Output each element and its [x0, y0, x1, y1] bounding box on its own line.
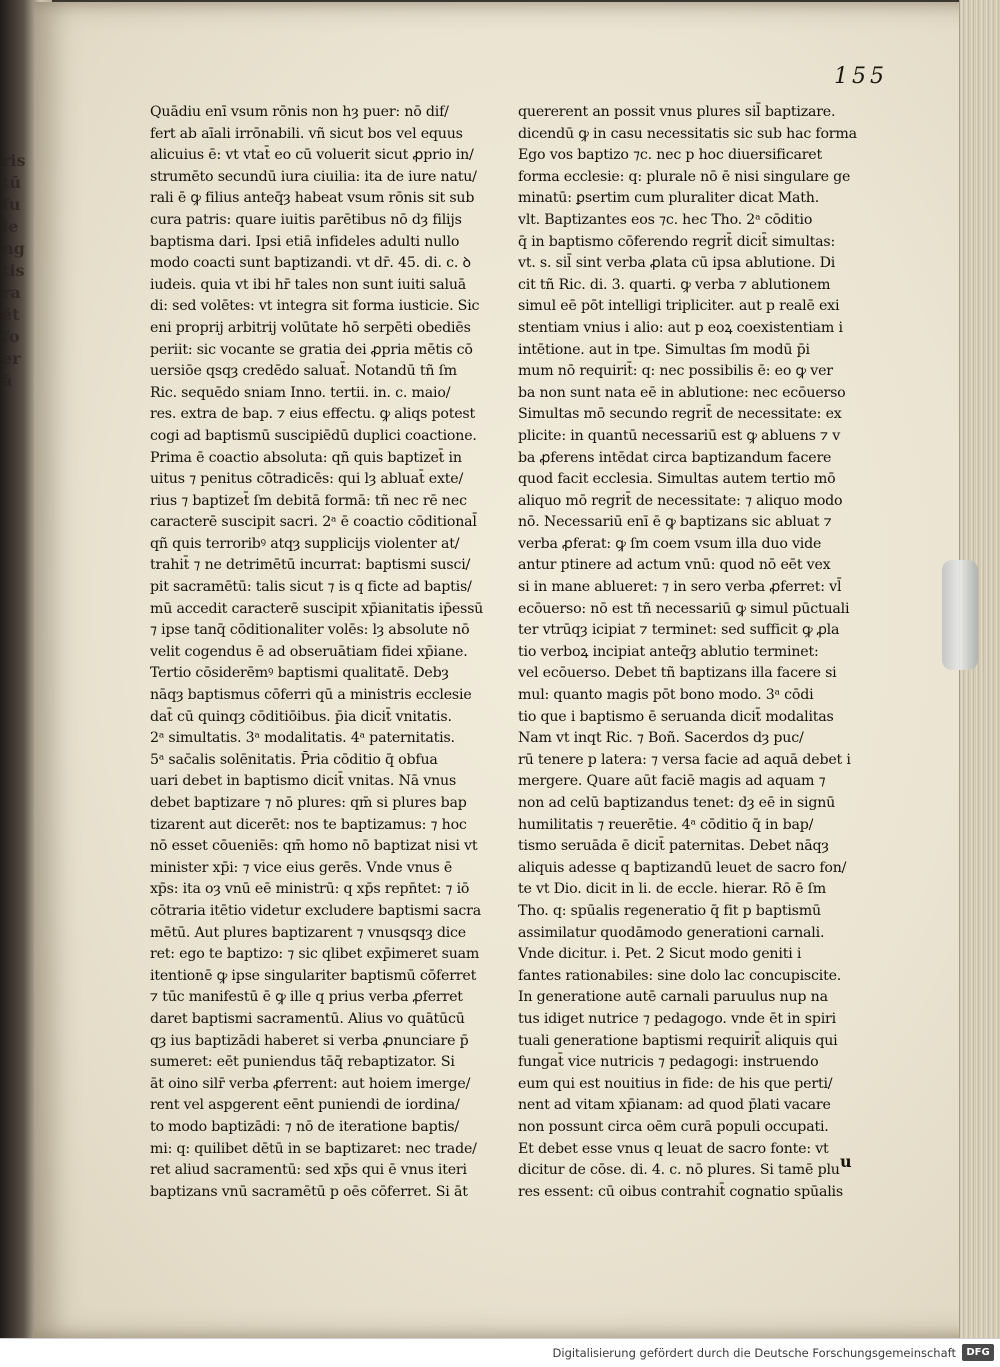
facing-page-fragment: ā [2, 371, 13, 390]
text-line-left: uersiōe qsqȝ credēdo saluat̄. Notandū tñ ſm [150, 363, 457, 380]
facing-page-fragment: er [2, 349, 21, 368]
text-line-left: rent vel aspgerent eēnt puniendi de iordina/ [150, 1097, 460, 1114]
text-line-right: non possunt circa oēm curā populi occupati. [518, 1118, 829, 1135]
text-line-left: baptisma dari. Ipsi etiā infideles adulti nullo [150, 233, 460, 250]
text-line-left: res. extra de bap. ⁊ eius effectu. ꝙ aliqs potest [150, 406, 476, 423]
text-line-left: velit cogendus ē ad obseruātiam fidei xp̄iane. [150, 643, 468, 660]
text-line-right: mergere. Quare aūt faciē magis ad aquam ⁊ [518, 773, 826, 790]
text-line-right: ecōuerso: nō est tñ necessariū ꝙ simul pūctuali [518, 600, 850, 617]
text-line-left: periit: sic vocante se gratia dei ꝓpria mētis cō [150, 341, 473, 358]
text-line-left: alicuius ē: vt vtat̄ eo cū voluerit sicut ꝓprio in/ [150, 147, 474, 164]
text-line-left: to modo baptizādi: ⁊ nō de iteratione baptis/ [150, 1118, 459, 1135]
text-line-right: q̄ in baptismo cōferendo regrit̄ dicit̄ simultas: [518, 233, 836, 250]
facing-page-fragment: fo [2, 327, 20, 346]
text-line-right: In generatione autē carnali paruulus nup na [518, 989, 828, 1006]
text-line-right: Simultas mō secundo regrit̄ de necessitate: ex [518, 406, 842, 423]
text-line-left: dat̄ cū quinqȝ cōditiōibus. p̄ia dicit̄ vnitatis. [150, 708, 452, 725]
text-line-left: iudeis. quia vt ibi hr̄ tales non sunt iuiti saluā [150, 276, 467, 293]
text-line-right: res essent: cū oibus contrahit̄ cognatio spūalis [518, 1183, 843, 1200]
text-line-right: quererent an possit vnus plures sil̄ baptizare. [518, 104, 836, 120]
text-column-right [518, 102, 890, 1203]
text-line-left: eni proprij arbitrij volūtate hō serpēti obediēs [150, 319, 471, 336]
text-line-left: cura patris: quare iuitis parētibus nō dȝ filijs [150, 211, 462, 228]
text-line-right: fantes rationabiles: sine dolo lac concupiscite. [518, 967, 842, 984]
text-line-right: tus idiget nutrice ⁊ pedagogo. vnde ēt in spiri [518, 1010, 836, 1027]
text-line-left: Prima ē coactio absoluta: qñ quis baptizet̄ in [150, 449, 462, 466]
facing-page-fragment: tū [2, 173, 22, 192]
book-page [34, 2, 984, 1338]
text-line-right: nent ad vitam xp̄ianam: ad quod p̄lati vacare [518, 1097, 831, 1114]
text-line-left: uari debet in baptismo dicit̄ vnitas. Nā vnus [150, 773, 457, 790]
text-line-left: strumēto secundū iura ciuilia: ita de iure natu/ [150, 168, 477, 185]
text-line-left: 5ᵃ sac̄alis solēnitatis. P̄ria cōditio q̄ obfua [150, 751, 438, 768]
text-line-right: tio verboꝝ incipiat anteq̄ȝ ablutio terminet: [518, 643, 819, 660]
text-line-right: Nam vt inqt Ric. ⁊ Boñ. Sacerdos dȝ puc/ [518, 730, 804, 747]
text-line-left: mi: q: quilibet dētū in se baptizaret: nec trade/ [150, 1140, 477, 1157]
facing-page-fragments [2, 150, 30, 392]
text-line-left: rali ē ꝙ filius anteq̄ȝ habeat vsum rōnis sit sub [150, 190, 475, 207]
text-line-right: Et debet esse vnus q leuat de sacro fonte: vt [518, 1140, 829, 1157]
text-line-left: sumeret: eēt puniendus tāq̄ rebaptizator. Si [150, 1054, 455, 1071]
text-line-left: rius ⁊ baptizet̄ ſm debitā formā: tñ nec rē nec [150, 492, 467, 509]
text-line-right: Vnde dicitur. i. Pet. 2 Sicut modo geniti i [518, 946, 802, 963]
text-line-left: āt oino silr̄ verba ꝓferrent: aut hoiem imerge/ [150, 1075, 471, 1092]
text-line-right: te vt Dio. dicit in li. de eccle. hierar. Rō ē ſm [518, 881, 826, 898]
text-line-left: 2ᵃ simultatis. 3ᵃ modalitatis. 4ᵃ paternitatis. [150, 730, 455, 747]
text-line-right: mum nō requirit̄: q: nec possibilis ē: eo ꝙ ver [518, 363, 833, 380]
text-line-right: nō. Necessariū enī ē ꝙ baptizans sic abluat ⁊ [518, 514, 832, 531]
text-line-left: qñ quis terroribꝰ atqȝ supplicijs violenter at/ [150, 535, 460, 552]
facing-page-fragment: fu [2, 195, 21, 214]
footer-credit: Digitalisierung gefördert durch die Deutsche Forschungsgemeinschaft [552, 1346, 956, 1360]
text-line-right: minatū: ꝑsertim cum pluraliter dicat Math. [518, 190, 820, 207]
text-line-left: di: sed volētes: vt integra sit forma iusticie. Sic [150, 298, 480, 315]
text-line-right: ter vtrūqȝ icipiat ⁊ terminet: sed sufficit ꝙ ꝓla [518, 622, 840, 639]
text-line-left: nō esset cōueniēs: qm̄ homo nō baptizat nisi vt [150, 838, 478, 855]
text-line-left: trahit̄ ⁊ ne detrimētū incurrat: baptismi susci/ [150, 557, 471, 574]
text-line-right: fungat̄ vice nutricis ⁊ pedagogi: instruendo [518, 1054, 819, 1071]
text-line-left: minister xp̄i: ⁊ vice eius gerēs. Vnde vnus ē [150, 859, 453, 876]
text-line-right: tio que i baptismo ē seruanda dicit̄ modalitas [518, 708, 834, 725]
folio-number: 155 [834, 64, 888, 89]
text-line-right: cit tñ Ric. di. 3. quarti. ꝙ verba ⁊ ablutionem [518, 276, 831, 293]
dfg-logo-icon: DFG [962, 1344, 994, 1361]
facing-page-fragment: ris [2, 151, 26, 170]
text-line-right: tuali generatione baptismi requirit̄ aliquis qui [518, 1032, 838, 1049]
text-line-right: forma ecclesie: q: plurale nō ē nisi singulare ge [518, 168, 851, 185]
text-line-left: Tertio cōsiderēmꝰ baptismi qualitatē. Debȝ [150, 665, 449, 682]
text-line-right: simul eē pōt intelligi tripliciter. aut p realē exi [518, 298, 840, 315]
text-line-left: daret baptismi sacramentū. Alius vo quātūcū [150, 1010, 465, 1027]
text-line-right: plicite: in quantū necessariū est ꝙ abluens ⁊ v [518, 427, 841, 444]
text-line-right: ba ꝓferens intēdat circa baptizandum facere [518, 449, 832, 466]
text-line-right: humilitatis ⁊ reuerētie. 4ᵃ cōditio q̄ in bap/ [518, 816, 814, 833]
text-line-right: quod facit ecclesia. Simultas autem tertio mō [518, 471, 836, 488]
text-line-right: antur ptinere ad actum vnū: quod nō eēt vex [518, 557, 831, 574]
text-line-left: ret: ego te baptizo: ⁊ sic qlibet exp̄imeret suam [150, 946, 480, 963]
text-line-left: modo coacti sunt baptizandi. vt dr̄. 45. di. c. ꝺ [150, 255, 471, 272]
text-line-left: fert ab aīali irrōnabili. vñ sicut bos vel equus [150, 125, 463, 142]
text-line-left: Quādiu enī vsum rōnis non hȝ puer: nō dif/ [150, 104, 449, 120]
text-line-right: tismo seruāda ē dicit̄ paternitas. Debet nāqȝ [518, 838, 829, 855]
text-line-right: aliquis adesse q baptizandū leuet de sacro fon/ [518, 859, 847, 876]
bookmark-clip [942, 560, 978, 670]
text-line-right: verba ꝓferat: ꝙ ſm coem vsum illa duo vide [518, 535, 822, 552]
text-line-left: mū accedit caracterē suscipit xp̄ianitatis ip̄essū [150, 600, 484, 617]
facing-page-fragment: ra [2, 283, 21, 302]
text-column-left [150, 102, 506, 1203]
text-line-right: mul: quanto magis pōt bono modo. 3ᵃ cōdi [518, 687, 814, 704]
footer-bar [0, 1338, 1000, 1367]
text-line-right: ba non sunt nata eē in ablutione: nec ecōuerso [518, 384, 846, 401]
facing-page-fragment: le [2, 217, 19, 236]
text-line-right: vt. s. sil̄ sint verba ꝓlata cū ipsa ablutione. Di [518, 255, 836, 272]
text-line-right: Ego vos baptizo ⁊c. nec p hoc diuersificaret [518, 147, 822, 164]
facing-page-fragment: tis [2, 261, 25, 280]
text-line-left: baptizans vnū sacramētū p oēs cōferret. Si āt [150, 1183, 468, 1200]
text-line-right: aliquo mō regrit̄ de necessitate: ⁊ aliquo modo [518, 492, 843, 509]
text-line-left: cōtraria itētio videtur excludere baptismi sacra [150, 902, 481, 919]
text-line-right: Tho. q: spūalis regeneratio q̄ fit p baptismū [518, 902, 821, 919]
text-line-left: cogi ad baptismū suscipiēdū duplici coactione. [150, 427, 477, 444]
text-line-left: ret aliud sacramentū: sed xp̄s qui ē vnus iteri [150, 1162, 467, 1179]
text-line-left: qȝ ius baptizādi haberet si verba ꝓnunciare p̄ [150, 1032, 469, 1049]
text-line-left: xp̄s: ita oȝ vnū eē ministrū: q xp̄s repn̄tet: ⁊ iō [150, 881, 470, 898]
signature-mark: u [840, 1152, 852, 1171]
text-line-left: debet baptizare ⁊ nō plures: qm̄ si plures bap [150, 795, 467, 811]
text-line-right: stentiam vnius i alio: aut p eoꝝ coexistentiam i [518, 319, 843, 336]
facing-page-fragment: ng [2, 239, 25, 258]
text-line-right: non ad celū baptizandus tenet: dȝ eē in signū [518, 795, 836, 811]
text-line-left: nāqȝ baptismus cōferri qū a ministris ecclesie [150, 687, 472, 704]
text-line-right: eum qui est nouitius in fide: de his que perti/ [518, 1075, 833, 1092]
text-line-right: dicitur de cōse. di. 4. c. nō plures. Si tamē plu [518, 1162, 840, 1179]
facing-page-fragment: ēt [2, 305, 20, 324]
text-line-right: vlt. Baptizantes eos ⁊c. hec Tho. 2ᵃ cōditio [518, 211, 813, 228]
text-line-left: uitus ⁊ penitus cōtradicēs: qui lȝ abluat̄ exte/ [150, 471, 464, 488]
text-line-left: ⁊ tūc manifestū ē ꝙ ille q prius verba ꝓferret [150, 989, 463, 1006]
text-line-right: dicendū ꝙ in casu necessitatis sic sub hac forma [518, 125, 857, 142]
text-line-right: intētione. aut in tpe. Simultas ſm modū p̄i [518, 341, 810, 358]
text-line-left: Ric. sequēdo sniam Inno. tertii. in. c. maio/ [150, 384, 451, 401]
text-line-right: rū tenere p latera: ⁊ versa facie ad aquā debet i [518, 751, 851, 768]
text-line-left: pit sacramētū: talis sicut ⁊ is q ficte ad baptis/ [150, 579, 472, 596]
text-line-left: itentionē ꝙ ipse singulariter baptismū cōferret [150, 967, 477, 984]
text-line-left: ⁊ ipse tanq̄ cōditionaliter volēs: lȝ absolute nō [150, 622, 470, 639]
text-line-right: vel ecōuerso. Debet tñ baptizans illa facere si [518, 665, 837, 682]
text-line-left: mētū. Aut plures baptizarent ⁊ vnusqsqȝ dice [150, 924, 466, 941]
text-line-left: caracterē suscipit sacri. 2ᵃ ē coactio cōditional̄ [150, 514, 477, 531]
text-line-right: assimilatur quodāmodo generationi carnali. [518, 924, 825, 941]
text-line-left: tizarent aut dicerēt: nos te baptizamus: ⁊ hoc [150, 816, 467, 833]
text-line-right: si in mane ablueret: ⁊ in sero verba ꝓferret: vl̄ [518, 579, 842, 596]
